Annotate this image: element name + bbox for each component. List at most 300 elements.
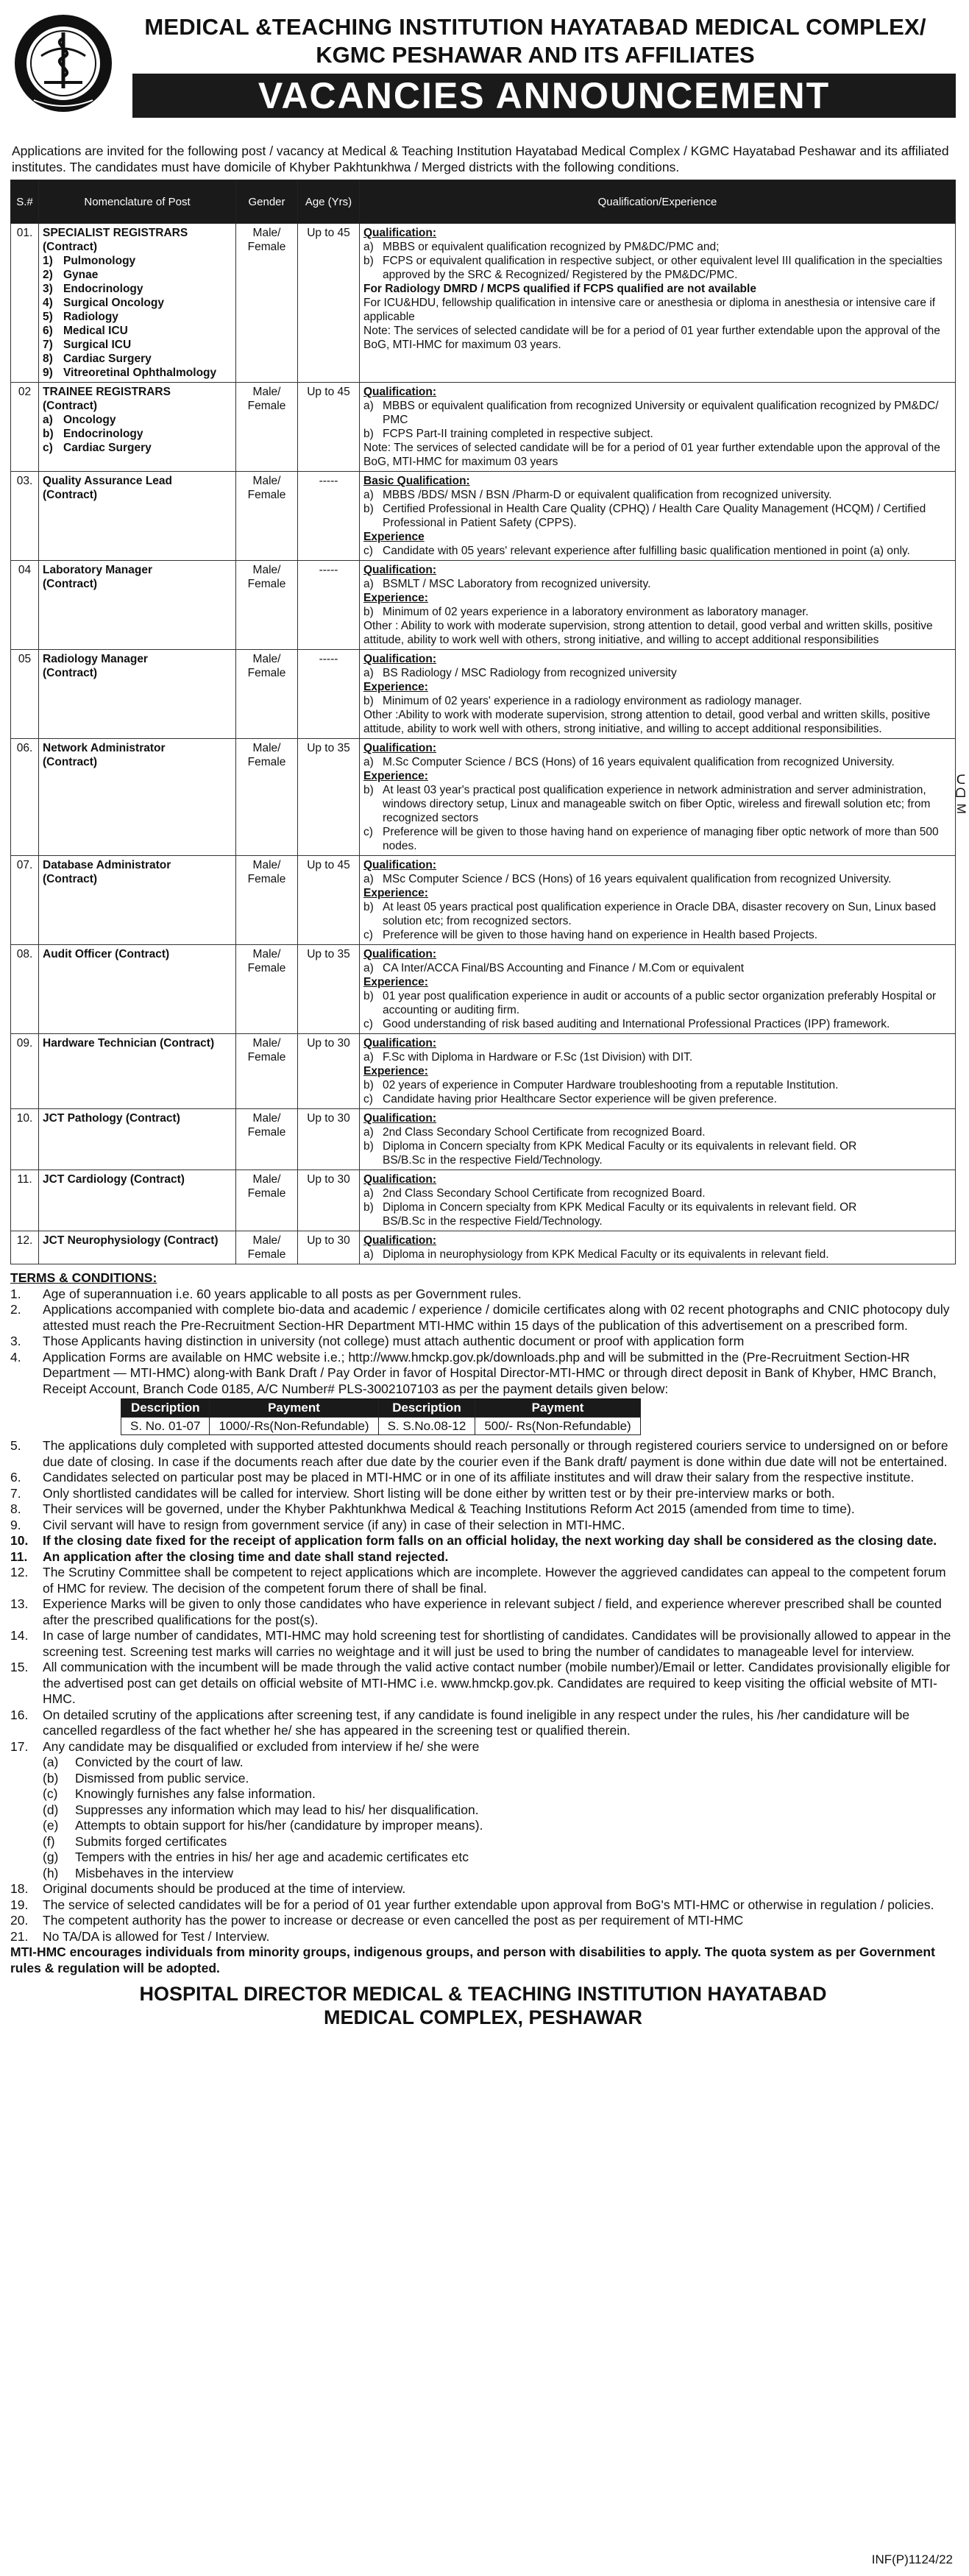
term-text: Convicted by the court of law.	[75, 1755, 244, 1769]
term-item	[43, 1866, 956, 1882]
specialty-list	[43, 413, 232, 455]
cell-qualification	[360, 1170, 956, 1231]
qualification-heading: Basic Qualification:	[363, 475, 470, 487]
cell-age: Up to 30	[298, 1034, 360, 1109]
table-row	[11, 1034, 956, 1109]
qualification-note: BS/B.Sc in the respective Field/Technology.	[383, 1154, 603, 1167]
header	[10, 10, 956, 140]
item-key: a)	[363, 578, 374, 590]
term-num: (f)	[43, 1833, 55, 1849]
intro-text: Applications are invited for the following post / vacancy at Medical & Teaching Institution Hayatabad Medical Complex / KGMC Hayatabad Peshawar and its affiliated institutes. The candidates must have domicile of Khyber Pakhtunkhwa / Merged districts with the following conditions.	[12, 144, 949, 174]
cell-qualification	[360, 650, 956, 739]
item-key: c)	[363, 929, 373, 941]
table-row	[11, 1109, 956, 1170]
qualification-item	[363, 427, 951, 441]
qualification-item	[363, 240, 951, 254]
item-key: a)	[363, 241, 374, 253]
cell-qualification	[360, 472, 956, 561]
cell-post	[39, 1034, 236, 1109]
qualification-heading: Qualification:	[363, 653, 437, 665]
cell-qualification	[360, 945, 956, 1034]
item-text: Minimum of 02 years' experience in a radiology environment as radiology manager.	[383, 695, 802, 707]
qualification-heading: Qualification:	[363, 948, 437, 960]
specialty-name: Surgical Oncology	[63, 297, 164, 309]
qualification-heading: Qualification:	[363, 386, 437, 398]
specialty-name: Cardiac Surgery	[63, 442, 152, 454]
term-item	[43, 1850, 956, 1866]
term-num: 2.	[10, 1302, 21, 1317]
post-name: Database Administrator	[43, 859, 171, 871]
item-key: b)	[363, 784, 374, 796]
item-key: c)	[363, 1093, 373, 1105]
qualification-item	[363, 1050, 951, 1064]
cell-gender: Male/ Female	[236, 739, 298, 856]
cell-age: Up to 35	[298, 945, 360, 1034]
pay-cell: S. No. 01-07	[121, 1417, 210, 1435]
item-text: BSMLT / MSC Laboratory from recognized university.	[383, 578, 651, 590]
item-text: Candidate having prior Healthcare Sector experience will be given preference.	[383, 1093, 777, 1105]
item-text: CA Inter/ACCA Final/BS Accounting and Finance / M.Com or equivalent	[383, 962, 745, 974]
reference-number: INF(P)1124/22	[871, 2552, 953, 2566]
term-text: The applications duly completed with supported attested documents should reach personally or through registered couriers service to undersigned on or before due date of closing. In case if the documents reach after due date by the courier even if the Bank draft/ payment is done within due date will not be entertained.	[43, 1438, 948, 1469]
qualification-note: Note: The services of selected candidate will be for a period of 01 year further extendable upon the approval of the BoG, MTI-HMC for maximum 03 years	[363, 442, 940, 468]
item-key: b)	[363, 1140, 374, 1153]
post-name: Radiology Manager	[43, 653, 148, 665]
qualification-item	[363, 872, 951, 886]
term-item	[43, 1771, 956, 1787]
term-text: An application after the closing time and date shall stand rejected.	[43, 1549, 449, 1564]
specialty-num: 8)	[43, 353, 53, 365]
cell-age: Up to 35	[298, 739, 360, 856]
cell-age: Up to 30	[298, 1231, 360, 1264]
specialty-item	[43, 310, 232, 324]
specialty-num: 2)	[43, 269, 53, 281]
term-text: Application Forms are available on HMC website i.e.; http://www.hmckp.gov.pk/downloads.php and will be submitted in the (Pre-Recruitment Section-HR Department — MTI-HMC) along-with Bank Draft / Pay Order in favor of Hospital Director-MTI-HMC or through direct deposit in Bank of Khyber, HMC Branch, Receipt Account, Branch Code 0185, A/C Number# PLS-3002107103 as per the payment details given below:	[43, 1349, 937, 1396]
term-text: Knowingly furnishes any false information.	[75, 1786, 316, 1801]
closing-note: MTI-HMC encourages individuals from minority groups, indigenous groups, and person with disabilities to apply. The quota system as per Government rules & regulation will be adopted.	[10, 1945, 935, 1975]
pay-header: Payment	[210, 1399, 378, 1418]
specialty-num: 6)	[43, 325, 53, 337]
post-type: (Contract)	[43, 241, 98, 253]
specialty-name: Pulmonology	[63, 255, 136, 267]
item-text: At least 03 year's practical post qualification experience in network administration and server administration, windows directory setup, Linux and manageable switch on fiber Optic, wireless and firewall solution etc; from recognized sectors	[383, 784, 931, 824]
pay-cell: 500/- Rs(Non-Refundable)	[475, 1417, 640, 1435]
qualification-item	[363, 1186, 951, 1200]
cell-qualification	[360, 739, 956, 856]
table-row	[11, 472, 956, 561]
term-num: 10.	[10, 1533, 29, 1548]
qualification-heading: Experience:	[363, 887, 428, 899]
cell-sn: 11.	[11, 1170, 39, 1231]
term-text: In case of large number of candidates, MTI-HMC may hold screening test for shortlisting of candidates. Candidates will be provisionally allowed to appear in the screening test. Screening test marks will carries no weightage and it will just be used to bring the number of candidates to manageable level for interview.	[43, 1628, 951, 1659]
term-item	[43, 1834, 956, 1850]
col-header-age: Age (Yrs)	[298, 180, 360, 224]
cell-post	[39, 1231, 236, 1264]
terms-heading: TERMS & CONDITIONS:	[10, 1270, 157, 1285]
qualification-heading: Qualification:	[363, 859, 437, 871]
specialty-num: c)	[43, 442, 53, 454]
qualification-item	[363, 755, 951, 769]
cell-qualification	[360, 856, 956, 945]
term-num: 9.	[10, 1517, 21, 1532]
specialty-num: 7)	[43, 339, 53, 351]
qualification-heading: Qualification:	[363, 1112, 437, 1125]
specialty-item	[43, 413, 232, 427]
qualification-item	[363, 544, 951, 558]
announcement-title: VACANCIES ANNOUNCEMENT	[132, 74, 956, 118]
specialty-num: 3)	[43, 283, 53, 295]
col-header-gender: Gender	[236, 180, 298, 224]
item-key: b)	[363, 428, 374, 440]
post-name: JCT Pathology (Contract)	[43, 1112, 180, 1125]
pay-header: Description	[121, 1399, 210, 1418]
specialty-item	[43, 366, 232, 380]
term-item	[10, 1660, 956, 1708]
term-num: 14.	[10, 1628, 29, 1643]
cell-gender: Male/ Female	[236, 1231, 298, 1264]
specialty-list	[43, 254, 232, 380]
item-text: FCPS or equivalent qualification in respective subject, or other equivalent level III qualification in the specialties approved by the SRC & Recognized/ Registered by the PM&DC/PMC.	[383, 255, 943, 281]
cell-gender: Male/ Female	[236, 1170, 298, 1231]
cell-age: -----	[298, 650, 360, 739]
table-row	[11, 650, 956, 739]
term-text: Civil servant will have to resign from government service (if any) in case of their selection in MTI-HMC.	[43, 1517, 625, 1532]
specialty-item	[43, 268, 232, 282]
item-key: b)	[363, 606, 374, 618]
item-key: a)	[363, 873, 374, 885]
specialty-item	[43, 324, 232, 338]
item-key: a)	[363, 667, 374, 679]
item-key: a)	[363, 1126, 374, 1139]
item-key: a)	[363, 1051, 374, 1064]
qualification-heading: Experience:	[363, 1065, 428, 1078]
term-item	[43, 1755, 956, 1771]
cell-qualification	[360, 561, 956, 650]
cell-qualification	[360, 224, 956, 383]
term-item	[10, 1913, 956, 1929]
terms-section	[10, 1270, 956, 1976]
post-name: Audit Officer (Contract)	[43, 948, 170, 960]
term-text: Age of superannuation i.e. 60 years applicable to all posts as per Government rules.	[43, 1286, 522, 1301]
qualification-heading: Qualification:	[363, 1234, 437, 1247]
qualification-item	[363, 825, 951, 853]
qualification-item	[363, 605, 951, 619]
post-name: SPECIALIST REGISTRARS	[43, 227, 188, 239]
item-text: MBBS or equivalent qualification from recognized University or equivalent qualification recognized by PM&DC/ PMC	[383, 400, 939, 426]
item-key: b)	[363, 503, 374, 515]
qualification-heading: Experience:	[363, 681, 428, 693]
term-text: Tempers with the entries in his/ her age and academic certificates etc	[75, 1850, 469, 1864]
specialty-item	[43, 427, 232, 441]
qualification-item	[363, 666, 951, 680]
item-text: Certified Professional in Health Care Quality (CPHQ) / Health Care Quality Management (HCQM) / Certified Professional in Patient Safety (CPPS).	[383, 503, 926, 529]
specialty-name: Radiology	[63, 311, 118, 323]
table-row	[11, 1231, 956, 1264]
qualification-note: Other : Ability to work with moderate supervision, strong attention to detail, good verbal and written skills, positive attitude, ability to work well with others, strong initiative, and willing to accept additional responsibilities	[363, 620, 933, 646]
term-text: Original documents should be produced at the time of interview.	[43, 1881, 406, 1896]
cell-qualification	[360, 1034, 956, 1109]
payment-table	[121, 1398, 641, 1435]
term-num: 8.	[10, 1501, 21, 1516]
cell-sn: 10.	[11, 1109, 39, 1170]
specialty-item	[43, 296, 232, 310]
qualification-item	[363, 928, 951, 942]
post-type: (Contract)	[43, 667, 98, 679]
cell-gender: Male/ Female	[236, 1034, 298, 1109]
term-item	[10, 1302, 956, 1334]
term-num: 20.	[10, 1913, 29, 1928]
term-text: Submits forged certificates	[75, 1833, 227, 1849]
item-key: b)	[363, 1201, 374, 1214]
qualification-note: Other :Ability to work with moderate supervision, strong attention to detail, good verbal and written skills, positive attitude, ability to work well with others, strong initiative, and willing to accept additional responsibilities.	[363, 709, 931, 735]
qualification-item	[363, 961, 951, 975]
cell-qualification	[360, 1231, 956, 1264]
term-num: 3.	[10, 1334, 21, 1348]
term-item	[10, 1897, 956, 1914]
cell-age: Up to 45	[298, 383, 360, 472]
term-text: No TA/DA is allowed for Test / Interview.	[43, 1928, 270, 1944]
post-type: (Contract)	[43, 400, 98, 412]
item-key: a)	[363, 1187, 374, 1200]
term-item	[10, 1929, 956, 1945]
post-name: Laboratory Manager	[43, 564, 153, 576]
term-text: Their services will be governed, under the Khyber Pakhtunkhwa Medical & Teaching Institutions Reform Act 2015 (amended from time to time).	[43, 1501, 855, 1516]
term-text: Experience Marks will be given to only those candidates who have experience in relevant subject / field, and experience wherever prescribed shall be counted after the prescribed qualifications for the post(s).	[43, 1596, 942, 1627]
item-text: Diploma in neurophysiology from KPK Medical Faculty or its equivalents in relevant field.	[383, 1248, 829, 1261]
term-item	[10, 1739, 956, 1755]
qualification-item	[363, 1092, 951, 1106]
item-key: c)	[363, 545, 373, 557]
cell-sn: 04	[11, 561, 39, 650]
cell-post	[39, 561, 236, 650]
cell-sn: 12.	[11, 1231, 39, 1264]
term-num: 19.	[10, 1897, 29, 1912]
term-text: Suppresses any information which may lead to his/ her disqualification.	[75, 1802, 479, 1817]
cell-post	[39, 383, 236, 472]
term-item	[10, 1438, 956, 1470]
item-key: c)	[363, 826, 373, 838]
term-num: 21.	[10, 1928, 29, 1944]
cell-sn: 08.	[11, 945, 39, 1034]
specialty-num: 1)	[43, 255, 53, 267]
cell-age: -----	[298, 561, 360, 650]
cell-gender: Male/ Female	[236, 561, 298, 650]
term-item	[10, 1565, 956, 1596]
item-text: MBBS /BDS/ MSN / BSN /Pharm-D or equivalent qualification from recognized university.	[383, 489, 832, 501]
term-item	[10, 1334, 956, 1350]
cell-gender: Male/ Female	[236, 1109, 298, 1170]
term-item	[10, 1708, 956, 1739]
qualification-item	[363, 1078, 951, 1092]
term-num: (h)	[43, 1865, 59, 1880]
cell-gender: Male/ Female	[236, 650, 298, 739]
term-item	[10, 1628, 956, 1660]
term-num: 12.	[10, 1565, 29, 1579]
footer-signature	[10, 1982, 956, 2029]
institution-logo-icon	[12, 12, 115, 115]
item-key: a)	[363, 962, 374, 974]
pay-header: Payment	[475, 1399, 640, 1418]
term-num: 13.	[10, 1596, 29, 1611]
specialty-num: a)	[43, 414, 53, 426]
term-item	[43, 1818, 956, 1834]
term-num: 16.	[10, 1707, 29, 1722]
term-item	[10, 1501, 956, 1518]
post-type: (Contract)	[43, 489, 98, 501]
term-item	[10, 1350, 956, 1398]
qualification-item	[363, 1248, 951, 1262]
cell-sn: 09.	[11, 1034, 39, 1109]
footer-line1: HOSPITAL DIRECTOR MEDICAL & TEACHING INSTITUTION HAYATABAD	[139, 1983, 827, 2005]
term-item	[10, 1549, 956, 1565]
qualification-item	[363, 1017, 951, 1031]
item-text: F.Sc with Diploma in Hardware or F.Sc (1st Division) with DIT.	[383, 1051, 693, 1064]
item-text: 2nd Class Secondary School Certificate from recognized Board.	[383, 1126, 706, 1139]
item-text: Good understanding of risk based auditing and International Professional Practices (IPP) framework.	[383, 1018, 890, 1030]
qualification-item	[363, 783, 951, 825]
cell-gender: Male/ Female	[236, 472, 298, 561]
item-key: a)	[363, 400, 374, 412]
cell-post	[39, 472, 236, 561]
term-text: Dismissed from public service.	[75, 1770, 249, 1786]
item-text: MBBS or equivalent qualification recognized by PM&DC/PMC and;	[383, 241, 720, 253]
term-num: 17.	[10, 1738, 29, 1754]
post-name: JCT Neurophysiology (Contract)	[43, 1234, 219, 1247]
item-text: Preference will be given to those having hand on experience of managing fiber optic network of more than 500 nodes.	[383, 826, 939, 852]
post-type: (Contract)	[43, 873, 98, 885]
item-key: b)	[363, 990, 374, 1002]
item-text: Diploma in Concern specialty from KPK Medical Faculty or its equivalents in relevant field. OR	[383, 1140, 857, 1153]
specialty-name: Oncology	[63, 414, 116, 426]
table-row	[11, 739, 956, 856]
qualification-item	[363, 577, 951, 591]
term-item	[10, 1881, 956, 1897]
specialty-num: b)	[43, 428, 54, 440]
org-name-line2: KGMC PESHAWAR AND ITS AFFILIATES	[316, 42, 755, 68]
col-header-sn: S.#	[11, 180, 39, 224]
cell-sn: 02	[11, 383, 39, 472]
table-row	[11, 224, 956, 383]
term-text: If the closing date fixed for the receipt of application form falls on an official holiday, the next working day shall be considered as the closing date.	[43, 1533, 937, 1548]
header-titles	[115, 10, 956, 118]
col-header-post: Nomenclature of Post	[39, 180, 236, 224]
item-text: 01 year post qualification experience in audit or accounts of a public sector organization preferably Hospital or accounting or auditing firm.	[383, 990, 937, 1016]
term-item	[43, 1786, 956, 1802]
cell-sn: 07.	[11, 856, 39, 945]
post-name: Network Administrator	[43, 742, 166, 754]
cell-gender: Male/ Female	[236, 856, 298, 945]
post-name: JCT Cardiology (Contract)	[43, 1173, 185, 1186]
qualification-heading: Qualification:	[363, 742, 437, 754]
term-text: The Scrutiny Committee shall be competent to reject applications which are incomplete. However the aggrieved candidates can appeal to the competent forum of HMC for review. The decision of the competent forum there of shall be final.	[43, 1565, 946, 1596]
term-num: 4.	[10, 1349, 21, 1365]
qualification-heading: Experience:	[363, 770, 428, 782]
cell-post	[39, 1109, 236, 1170]
term-item	[10, 1596, 956, 1628]
qualification-item	[363, 502, 951, 530]
cell-sn: 05	[11, 650, 39, 739]
cell-age: Up to 30	[298, 1109, 360, 1170]
table-row	[11, 383, 956, 472]
qualification-note: For ICU&HDU, fellowship qualification in intensive care or anesthesia or diploma in anesthesia or intensive care if applicable	[363, 297, 936, 323]
cell-post	[39, 739, 236, 856]
pay-cell: S. S.No.08-12	[378, 1417, 475, 1435]
term-text: Attempts to obtain support for his/her (candidature by improper means).	[75, 1818, 483, 1833]
specialty-name: Endocrinology	[63, 428, 143, 440]
term-text: All communication with the incumbent will be made through the valid active contact number (mobile number)/Email or letter. Candidates provisionally eligible for the advertised post can get details on official website of MTI-HMC i.e. www.hmckp.gov.pk. Candidates are required to keep visiting the official website of MTI-HMC.	[43, 1660, 951, 1706]
cell-post	[39, 224, 236, 383]
specialty-item	[43, 441, 232, 455]
cell-qualification	[360, 383, 956, 472]
term-item	[10, 1518, 956, 1534]
item-key: a)	[363, 1248, 374, 1261]
specialty-name: Vitreoretinal Ophthalmology	[63, 367, 217, 379]
term-item	[10, 1533, 956, 1549]
item-text: Diploma in Concern specialty from KPK Medical Faculty or its equivalents in relevant field. OR	[383, 1201, 857, 1214]
qualification-note: Note: The services of selected candidate will be for a period of 01 year further extendable upon the approval of the BoG, MTI-HMC for maximum 03 years.	[363, 325, 940, 351]
term-num: (g)	[43, 1850, 59, 1864]
qualification-heading: Experience:	[363, 976, 428, 988]
term-text: Candidates selected on particular post may be placed in MTI-HMC or in one of its affiliate institutes and will draw their salary from the respective institute.	[43, 1470, 915, 1485]
specialty-item	[43, 338, 232, 352]
qualification-heading: Qualification:	[363, 564, 437, 576]
specialty-item	[43, 352, 232, 366]
table-row	[11, 945, 956, 1034]
cell-sn: 06.	[11, 739, 39, 856]
item-text: Preference will be given to those having hand on experience in Health based Projects.	[383, 929, 818, 941]
term-text: Only shortlisted candidates will be called for interview. Short listing will be done either by written test or by their pre-interview marks or both.	[43, 1485, 835, 1501]
item-text: Candidate with 05 years' relevant experience after fulfilling basic qualification mentioned in point (a) only.	[383, 545, 910, 557]
table-row	[11, 561, 956, 650]
item-text: 02 years of experience in Computer Hardware troubleshooting from a reputable Institution.	[383, 1079, 839, 1091]
qualification-item	[363, 900, 951, 928]
pay-cell: 1000/-Rs(Non-Refundable)	[210, 1417, 378, 1435]
item-text: At least 05 years practical post qualification experience in Oracle DBA, disaster recovery on Sun, Linux based solution etc; from recognized sectors.	[383, 901, 937, 927]
qualification-note: For Radiology DMRD / MCPS qualified if FCPS qualified are not available	[363, 283, 756, 295]
specialty-name: Medical ICU	[63, 325, 128, 337]
item-text: 2nd Class Secondary School Certificate from recognized Board.	[383, 1187, 706, 1200]
item-key: b)	[363, 255, 374, 267]
qualification-heading: Qualification:	[363, 1173, 437, 1186]
item-text: MSc Computer Science / BCS (Hons) of 16 years equivalent qualification from recognized University.	[383, 873, 892, 885]
cell-sn: 01.	[11, 224, 39, 383]
term-text: The service of selected candidates will be for a period of 01 year further extendable upon approval from BoG's MTI-HMC or otherwise in regulation / policies.	[43, 1897, 934, 1912]
term-item	[10, 1486, 956, 1502]
term-item	[10, 1470, 956, 1486]
item-text: M.Sc Computer Science / BCS (Hons) of 16 years equivalent qualification from recognized University.	[383, 756, 895, 768]
post-name: Hardware Technician (Contract)	[43, 1037, 215, 1050]
vacancies-table	[10, 180, 956, 1264]
term-item	[43, 1802, 956, 1819]
qualification-item	[363, 254, 951, 282]
specialty-name: Surgical ICU	[63, 339, 132, 351]
term-num: 18.	[10, 1881, 29, 1896]
term-text: Those Applicants having distinction in university (not college) must attach authentic document or proof with application form	[43, 1334, 745, 1348]
item-key: a)	[363, 489, 374, 501]
item-key: c)	[363, 1018, 373, 1030]
term-text: Misbehaves in the interview	[75, 1865, 233, 1880]
post-type: (Contract)	[43, 578, 98, 590]
term-num: 15.	[10, 1660, 29, 1674]
table-row	[11, 1170, 956, 1231]
term-num: 5.	[10, 1438, 21, 1453]
qualification-item	[363, 1139, 951, 1153]
cell-gender: Male/ Female	[236, 383, 298, 472]
side-mark: ᑕᗝ M	[954, 773, 968, 814]
item-text: FCPS Part-II training completed in respective subject.	[383, 428, 653, 440]
term-text: Applications accompanied with complete bio-data and academic / experience / domicile certificates along with 02 recent photographs and CNIC photocopy duly attested must reach the Pre-Recruitment Section-HR Department MTI-HMC within 15 days of the publication of this advertisement on a prescribed form.	[43, 1302, 950, 1333]
cell-post	[39, 945, 236, 1034]
